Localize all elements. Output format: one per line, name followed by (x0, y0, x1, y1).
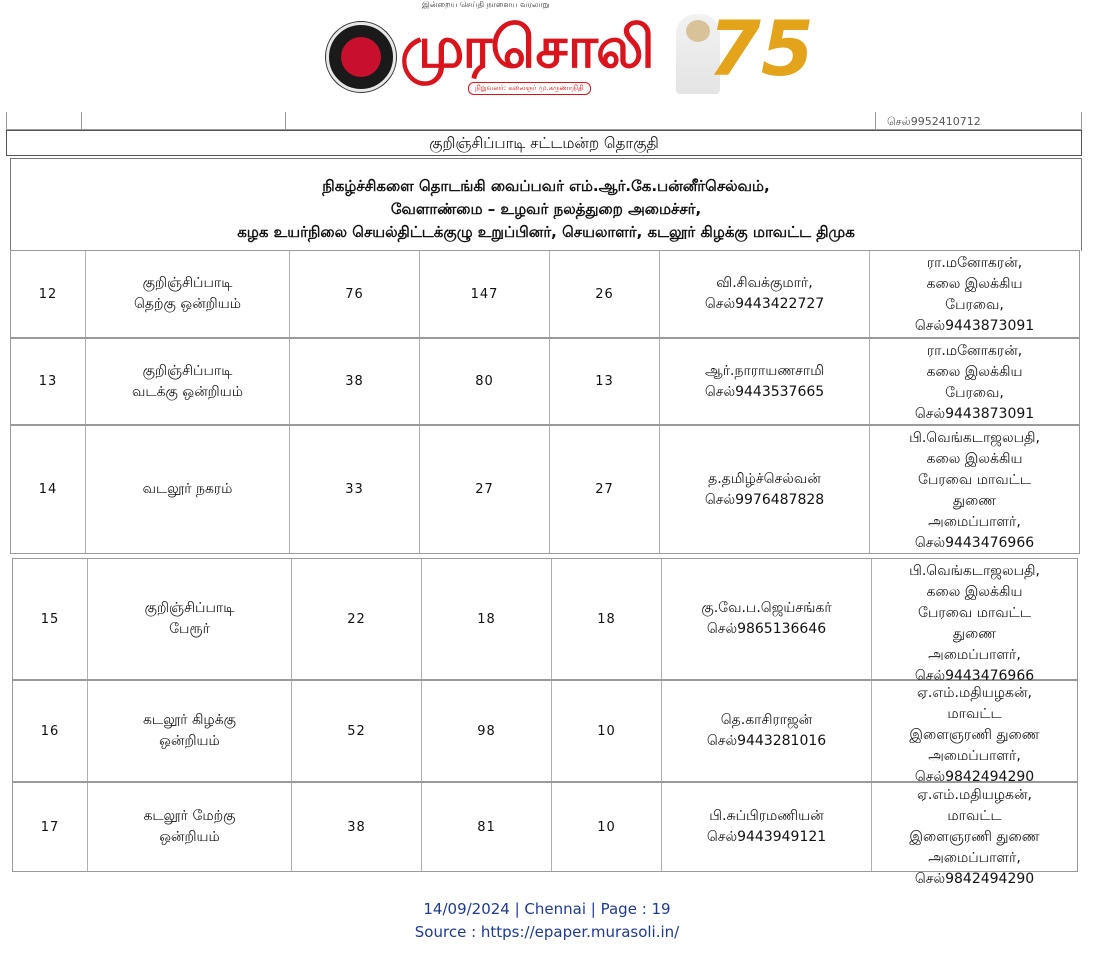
contact-cell-line: செல்9865136646 (706, 621, 827, 637)
count-cell-3: 26 (549, 251, 659, 337)
coordinator-cell (869, 251, 1079, 337)
previous-row-stub (6, 112, 1082, 130)
coordinator-cell (869, 339, 1079, 424)
count-cell-1: 76 (289, 251, 419, 337)
coordinator-cell (871, 681, 1077, 785)
table-row (10, 425, 1080, 554)
count-cell-2: 27 (419, 426, 549, 553)
area-cell (85, 426, 289, 553)
contact-cell-line: தெ.காசிராஜன் (720, 712, 813, 728)
table-row (12, 680, 1078, 785)
coordinator-cell-line: இளைஞரணி துணை (909, 727, 1040, 743)
coordinator-cell-line: இளைஞரணி துணை (909, 829, 1040, 845)
area-cell-line: தெற்கு ஒன்றியம் (134, 296, 241, 312)
table-row (12, 782, 1078, 887)
count-cell-1: 22 (291, 559, 421, 679)
count-cell-1: 38 (289, 339, 419, 424)
inauguration-line: கழக உயர்நிலை செயல்திட்டக்குழு உறுப்பினர், செயலாளர், கடலூர் கிழக்கு மாவட்ட திமுக (237, 223, 855, 241)
table-row (10, 250, 1080, 338)
contact-cell (661, 783, 871, 871)
area-cell (85, 339, 289, 424)
contact-cell-line: த.தமிழ்ச்செல்வன் (708, 470, 821, 487)
coordinator-cell-line: பேரவை மாவட்ட (918, 472, 1031, 488)
inauguration-line: வேளாண்மை – உழவர் நலத்துறை அமைச்சர், (390, 200, 702, 218)
coordinator-cell-line: துணை (952, 626, 997, 642)
coordinator-cell-line: பேரவை, (945, 385, 1004, 401)
coordinator-cell-line: பேரவை, (945, 297, 1004, 313)
count-cell-3: 13 (549, 339, 659, 424)
coordinator-cell-line: ஏ.எம்.மதியழகன், (917, 685, 1032, 701)
serial-number-cell: 17 (40, 819, 60, 835)
area-cell-line: குறிஞ்சிப்பாடி (142, 362, 233, 379)
count-cell-3: 18 (551, 559, 661, 679)
area-cell-line: குறிஞ்சிப்பாடி (144, 600, 235, 616)
coordinator-cell-line: செல்9443476966 (914, 535, 1035, 551)
coordinator-cell-line: கலை இலக்கிய (926, 276, 1023, 292)
contact-cell (659, 339, 869, 424)
count-cell-2: 18 (421, 559, 551, 679)
coordinator-cell-line: பி.வெங்கடாஜலபதி, (909, 563, 1040, 579)
contact-cell-line: செல்9443281016 (706, 733, 827, 749)
coordinator-cell (871, 783, 1077, 887)
count-cell-3: 10 (551, 783, 661, 871)
count-cell-2: 147 (419, 251, 549, 337)
masthead-tagline: இன்றைய செய்தி நாளைய வரலாறு (422, 0, 550, 9)
coordinator-cell-line: மாவட்ட (947, 706, 1002, 722)
serial-number-cell: 16 (40, 723, 60, 739)
contact-cell-line: செல்9443949121 (706, 829, 827, 845)
contact-cell (661, 559, 871, 679)
table-row (10, 338, 1080, 425)
area-cell (87, 681, 291, 781)
coordinator-cell-line: அமைப்பாளர், (928, 514, 1021, 530)
count-cell-2: 98 (421, 681, 551, 781)
inauguration-notice (10, 158, 1082, 251)
area-cell-line: வடலூர் நகரம் (142, 481, 233, 497)
contact-cell (661, 681, 871, 781)
coordinator-cell (871, 559, 1077, 684)
coordinator-cell-line: செல்9842494290 (914, 769, 1035, 785)
coordinator-cell-line: கலை இலக்கிய (926, 584, 1023, 600)
previous-row-phone: செல்9952410712 (887, 115, 981, 128)
coordinator-cell-line: ரா.மனோகரன், (926, 255, 1023, 271)
contact-cell-line: செல்9443422727 (704, 296, 825, 312)
count-cell-1: 38 (291, 783, 421, 871)
contact-cell-line: செல்9976487828 (704, 491, 825, 508)
coordinator-cell-line: ஏ.எம்.மதியழகன், (917, 787, 1032, 803)
count-cell-2: 80 (419, 339, 549, 424)
area-cell-line: ஒன்றியம் (159, 829, 220, 845)
coordinator-cell-line: துணை (952, 493, 997, 509)
coordinator-cell-line: கலை இலக்கிய (926, 364, 1023, 380)
footer-source-link[interactable]: Source : https://epaper.murasoli.in/ (414, 923, 680, 941)
contact-cell-line: செல்9443537665 (704, 383, 825, 400)
coordinator-cell-line: அமைப்பாளர், (928, 748, 1021, 764)
anniversary-figure-head (686, 20, 710, 42)
constituency-title: குறிஞ்சிப்பாடி சட்டமன்ற தொகுதி (6, 130, 1082, 156)
count-cell-3: 10 (551, 681, 661, 781)
count-cell-2: 81 (421, 783, 551, 871)
coordinator-cell-line: அமைப்பாளர், (928, 850, 1021, 866)
coordinator-cell-line: ரா.மனோகரன், (926, 343, 1023, 359)
area-cell (87, 559, 291, 679)
coordinator-cell-line: செல்9443873091 (914, 406, 1035, 422)
newspaper-logo: முரசொலி (400, 13, 653, 81)
coordinator-cell-line: செல்9443873091 (914, 318, 1035, 334)
coordinator-cell-line: செல்9443476966 (914, 668, 1035, 684)
area-cell-line: கடலூர் மேற்கு (143, 808, 236, 824)
area-cell (87, 783, 291, 871)
coordinator-cell-line: அமைப்பாளர், (928, 647, 1021, 663)
inauguration-line: நிகழ்ச்சிகளை தொடங்கி வைப்பவர் எம்.ஆர்.கே.பன்னீர்செல்வம், (322, 177, 770, 195)
contact-cell (659, 426, 869, 553)
contact-cell-line: ஆர்.நாராயணசாமி (705, 362, 824, 379)
area-cell-line: கடலூர் கிழக்கு (142, 712, 237, 728)
count-cell-3: 27 (549, 426, 659, 553)
coordinator-cell-line: செல்9842494290 (914, 871, 1035, 887)
count-cell-1: 33 (289, 426, 419, 553)
area-cell-line: ஒன்றியம் (159, 733, 220, 749)
footer-date-line: 14/09/2024 | Chennai | Page : 19 (423, 900, 671, 918)
masthead (320, 0, 814, 104)
anniversary-logo: 75 (708, 4, 814, 93)
party-seal-logo (326, 22, 396, 92)
serial-number-cell: 14 (38, 482, 58, 497)
table-row (12, 558, 1078, 684)
serial-number-cell: 12 (38, 286, 58, 302)
contact-cell-line: வி.சிவக்குமார், (716, 275, 813, 291)
contact-cell-line: பி.சுப்பிரமணியன் (709, 808, 824, 824)
count-cell-1: 52 (291, 681, 421, 781)
coordinator-cell-line: பி.வெங்கடாஜலபதி, (909, 430, 1040, 446)
coordinator-cell-line: மாவட்ட (947, 808, 1002, 824)
serial-number-cell: 13 (38, 374, 58, 389)
area-cell (85, 251, 289, 337)
contact-cell (659, 251, 869, 337)
serial-number-cell: 15 (40, 611, 60, 627)
area-cell-line: பேரூர் (169, 621, 210, 637)
coordinator-cell-line: கலை இலக்கிய (926, 451, 1023, 467)
coordinator-cell (869, 426, 1079, 553)
area-cell-line: வடக்கு ஒன்றியம் (132, 383, 243, 400)
newspaper-founder-line: நிறுவனர்: கலைஞர் மு.கருணாநிதி (468, 82, 591, 95)
coordinator-cell-line: பேரவை மாவட்ட (918, 605, 1031, 621)
area-cell-line: குறிஞ்சிப்பாடி (142, 275, 233, 291)
contact-cell-line: கு.வே.ப.ஜெய்சங்கர் (701, 600, 832, 616)
